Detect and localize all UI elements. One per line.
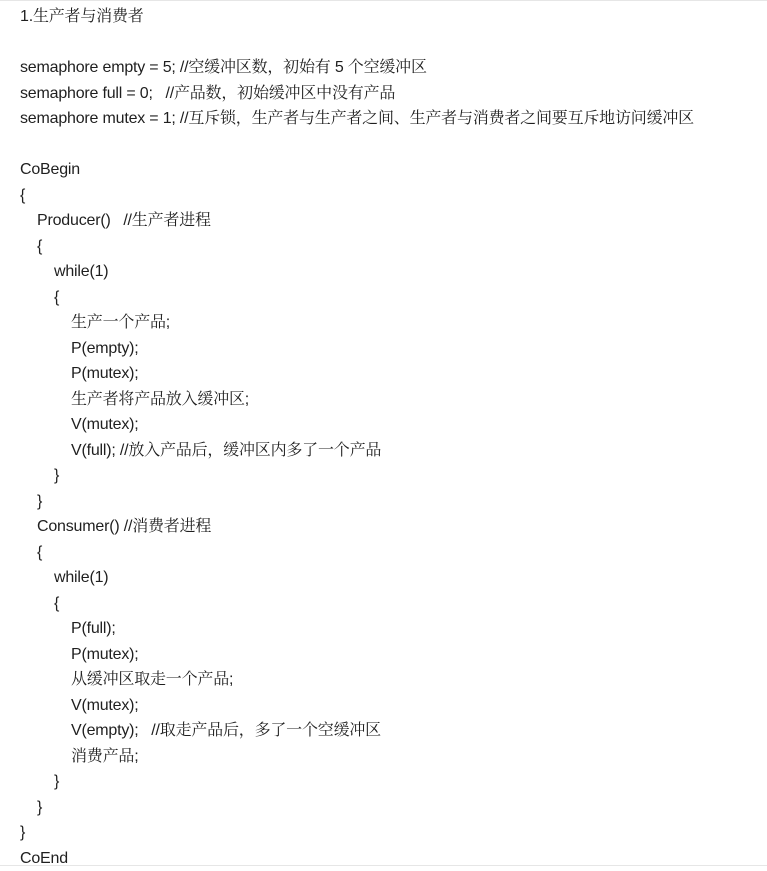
- code-line: V(empty); //取走产品后，多了一个空缓冲区: [0, 718, 767, 744]
- semaphore-empty-declaration: semaphore empty = 5; //空缓冲区数，初始有 5 个空缓冲区: [0, 55, 767, 81]
- close-brace: }: [0, 820, 767, 846]
- close-brace: }: [0, 463, 767, 489]
- code-line: V(mutex);: [0, 412, 767, 438]
- open-brace: {: [0, 540, 767, 566]
- close-brace: }: [0, 769, 767, 795]
- pseudocode-document: [0, 4, 767, 871]
- semaphore-full-declaration: semaphore full = 0; //产品数，初始缓冲区中没有产品: [0, 81, 767, 107]
- code-line: P(empty);: [0, 336, 767, 362]
- producer-declaration: Producer() //生产者进程: [0, 208, 767, 234]
- blank-line: [0, 132, 767, 158]
- code-line: P(mutex);: [0, 361, 767, 387]
- code-line: P(full);: [0, 616, 767, 642]
- open-brace: {: [0, 234, 767, 260]
- code-line: P(mutex);: [0, 642, 767, 668]
- blank-line: [0, 30, 767, 56]
- close-brace: }: [0, 489, 767, 515]
- while-loop: while(1): [0, 259, 767, 285]
- section-heading: 1.生产者与消费者: [0, 4, 767, 30]
- code-line: V(full); //放入产品后，缓冲区内多了一个产品: [0, 438, 767, 464]
- open-brace: {: [0, 591, 767, 617]
- semaphore-mutex-declaration: semaphore mutex = 1; //互斥锁，生产者与生产者之间、生产者与消费者之间要互斥地访问缓冲区: [0, 106, 767, 132]
- close-brace: }: [0, 795, 767, 821]
- coend-keyword: CoEnd: [0, 846, 767, 871]
- while-loop: while(1): [0, 565, 767, 591]
- code-line: 生产一个产品;: [0, 310, 767, 336]
- open-brace: {: [0, 183, 767, 209]
- code-line: 生产者将产品放入缓冲区;: [0, 387, 767, 413]
- code-line: 从缓冲区取走一个产品;: [0, 667, 767, 693]
- consumer-declaration: Consumer() //消费者进程: [0, 514, 767, 540]
- open-brace: {: [0, 285, 767, 311]
- code-line: 消费产品;: [0, 744, 767, 770]
- code-line: V(mutex);: [0, 693, 767, 719]
- cobegin-keyword: CoBegin: [0, 157, 767, 183]
